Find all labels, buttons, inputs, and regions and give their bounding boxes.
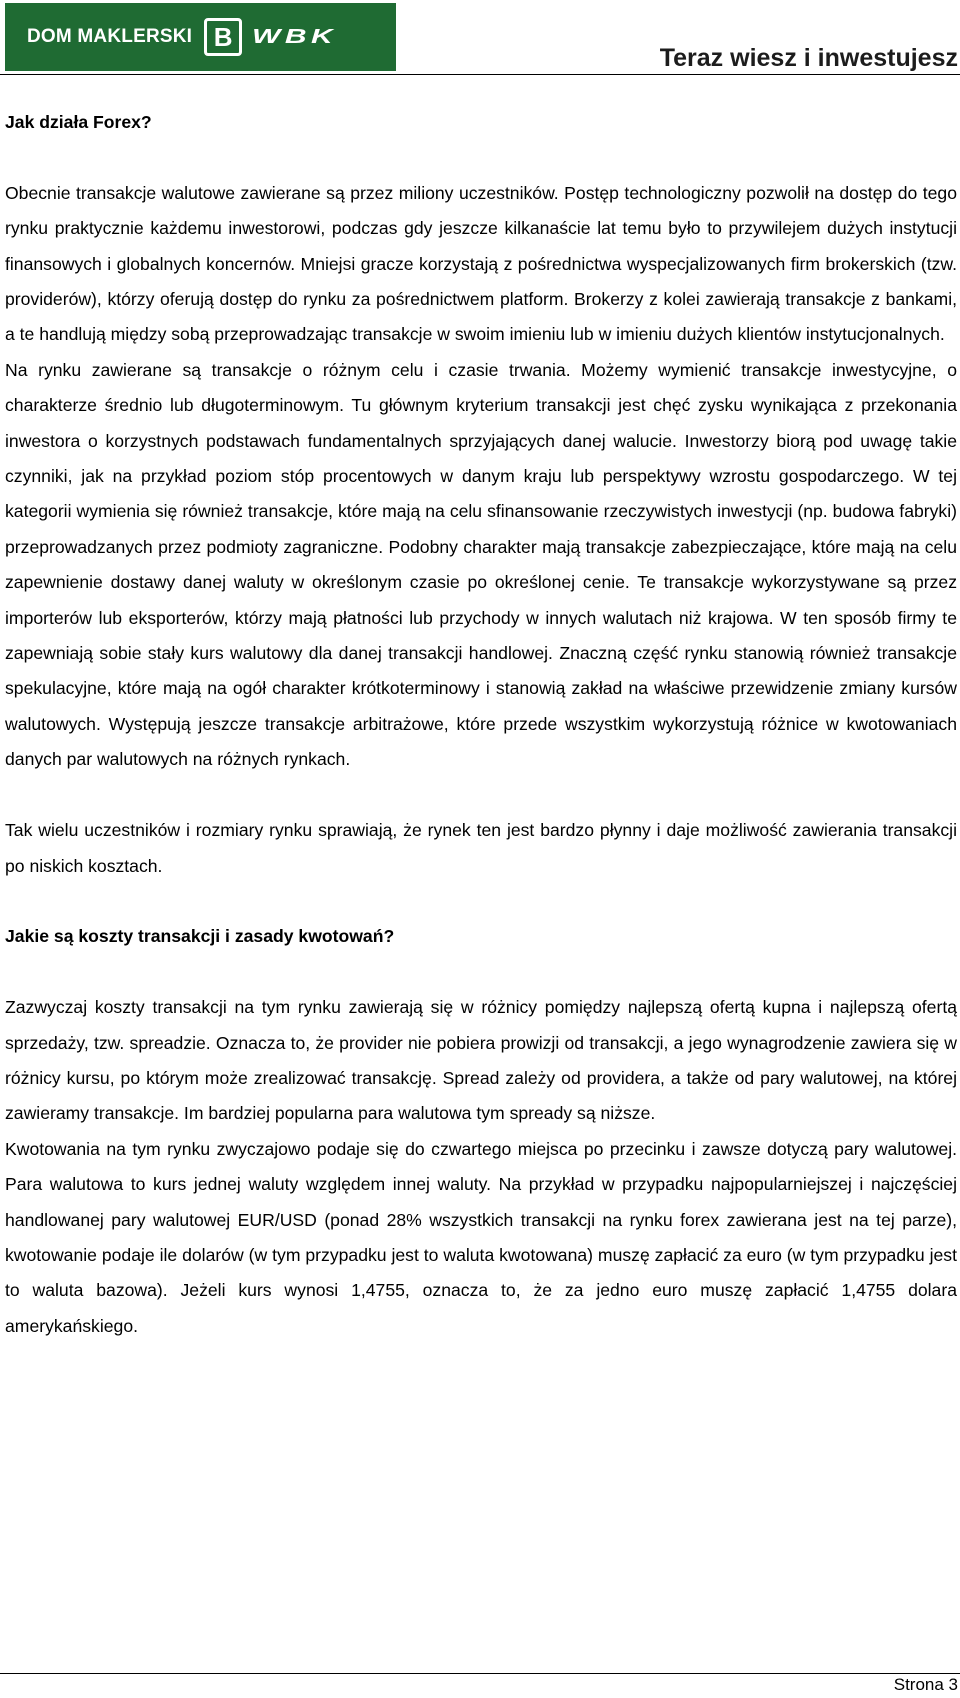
header-tagline: Teraz wiesz i inwestujesz [659, 44, 958, 72]
page-header [0, 0, 960, 76]
dm-bzwbk-logo [5, 3, 396, 71]
paragraph: Obecnie transakcje walutowe zawierane są przez miliony uczestników. Postęp technologiczny pozwolił na dostęp do tego rynku praktycznie każdemu inwestorowi, podczas gdy jeszcze kilkanaście lat temu było to przywilejem dużych instytucji finansowych i globalnych koncernów. Mniejsi gracze korzystają z pośrednictwa wyspecjalizowanych firm brokerskich (tzw. providerów), którzy oferują dostęp do rynku za pośrednictwem platform. Brokerzy z kolei zawierają transakcje z bankami, a te handlują między sobą przeprowadzając transakcje w swoim imieniu lub w imieniu dużych klientów instytucjonalnych. [5, 182, 957, 345]
bank-mark-icon: B [204, 18, 242, 56]
logo-text: DOM MAKLERSKI [27, 26, 193, 47]
page-number: Strona 3 [893, 1675, 958, 1694]
section-heading-forex: Jak działa Forex? [5, 112, 152, 132]
header-divider [0, 74, 960, 75]
paragraph: Tak wielu uczestników i rozmiary rynku sprawiają, że rynek ten jest bardzo płynny i daje możliwość zawierania transakcji po niskich kosztach. [5, 820, 957, 876]
paragraph: Zazwyczaj koszty transakcji na tym rynku zawierają się w różnicy pomiędzy najlepszą ofertą kupna i najlepszą ofertą sprzedaży, tzw. spreadzie. Oznacza to, że provider nie pobiera prowizji od transakcji, a jego wynagrodzenie zawiera się w różnicy kursu, po którym może zrealizować transakcję. Spread zależy od providera, a także od pary walutowej, na której zawieramy transakcje. Im bardziej popularna para walutowa tym spready są niższe. [5, 997, 957, 1124]
footer-divider [0, 1673, 960, 1674]
paragraph: Kwotowania na tym rynku zwyczajowo podaje się do czwartego miejsca po przecinku i zawsze dotyczą pary walutowej. Para walutowa to kurs jednej waluty względem innej waluty. Na przykład w przypadku najpopularniejszej i najczęściej handlowanej pary walutowej EUR/USD (ponad 28% wszystkich transakcji na rynku forex zawierana jest na tej parze), kwotowanie podaje ile dolarów (w tym przypadku jest to waluta kwotowana) muszę zapłacić za euro (w tym przypadku jest to waluta bazowa). Jeżeli kurs wynosi 1,4755, oznacza to, że za jedno euro muszę zapłacić 1,4755 dolara amerykańskiego. [5, 1138, 957, 1336]
paragraph: Na rynku zawierane są transakcje o różnym celu i czasie trwania. Możemy wymienić transakcje inwestycyjne, o charakterze średnio lub długoterminowym. Tu głównym kryterium transakcji jest chęć zysku wynikająca z przekonania inwestora o korzystnych podstawach fundamentalnych sprzyjających danej walucie. Inwestorzy biorą pod uwagę takie czynniki, jak na przykład poziom stóp procentowych w danym kraju lub perspektywy wzrostu gospodarczego. W tej kategorii wymienia się również transakcje, które mają na celu sfinansowanie rzeczywistych inwestycji (np. budowa fabryki) przeprowadzanych przez podmioty zagraniczne. Podobny charakter mają transakcje zabezpieczające, które mają na celu zapewnienie dostawy danej waluty w określonym czasie po określonej cenie. Te transakcje wykorzystywane są przez importerów lub eksporterów, którzy mają płatności lub przychody w innych walutach niż krajowa. W ten sposób firmy te zapewniają sobie stały kurs walutowy dla danej transakcji handlowej. Znaczną część rynku stanowią również transakcje spekulacyjne, które mają na ogół charakter krótkoterminowy i stanowią zakład na właściwe przewidzenie zmiany kursów walutowych. Występują jeszcze transakcje arbitrażowe, które przede wszystkim wykorzystują różnice w kwotowaniach danych par walutowych na różnych rynkach. [5, 359, 957, 770]
logo-wbk-text: WBK [252, 25, 338, 48]
document-body [5, 105, 957, 1344]
section-heading-costs: Jakie są koszty transakcji i zasady kwotowań? [5, 926, 395, 947]
